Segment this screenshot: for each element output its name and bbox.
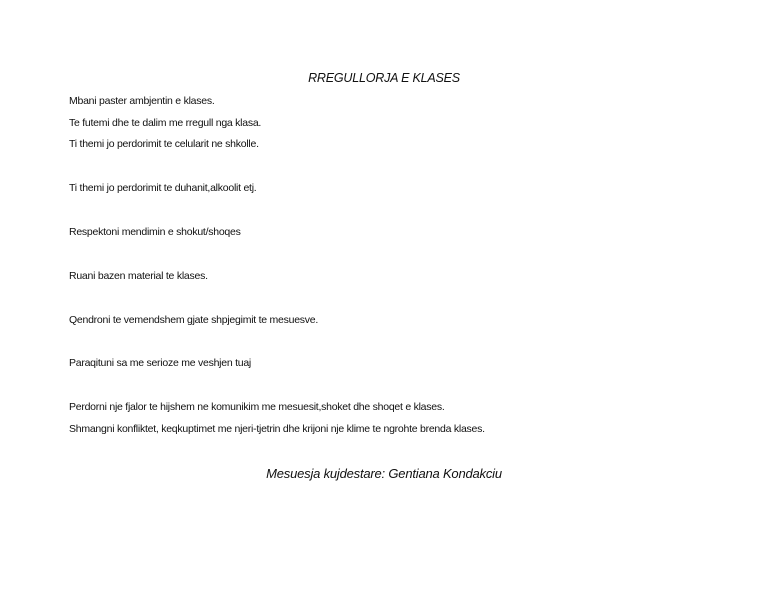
rule-line: Ruani bazen material te klases. — [69, 270, 208, 282]
rule-line: Respektoni mendimin e shokut/shoqes — [69, 226, 241, 238]
rule-line: Mbani paster ambjentin e klases. — [69, 95, 215, 107]
rule-line: Paraqituni sa me serioze me veshjen tuaj — [69, 357, 252, 369]
rule-line: Ti themi jo perdorimit te duhanit,alkoolit etj. — [69, 182, 257, 194]
teacher-signature: Mesuesja kujdestare: Gentiana Kondakciu — [266, 466, 502, 481]
rule-line: Ti themi jo perdorimit te celularit ne shkolle. — [69, 138, 259, 150]
rule-line: Te futemi dhe te dalim me rregull nga klasa. — [69, 117, 262, 129]
rule-line: Perdorni nje fjalor te hijshem ne komunikim me mesuesit,shoket dhe shoqet e klases. — [69, 401, 445, 413]
rule-line: Qendroni te vemendshem gjate shpjegimit te mesuesve. — [69, 314, 319, 326]
document-title: RREGULLORJA E KLASES — [308, 71, 460, 85]
rule-line: Shmangni konfliktet, keqkuptimet me njeri-tjetrin dhe krijoni nje klime te ngrohte brenda klases. — [69, 423, 485, 435]
